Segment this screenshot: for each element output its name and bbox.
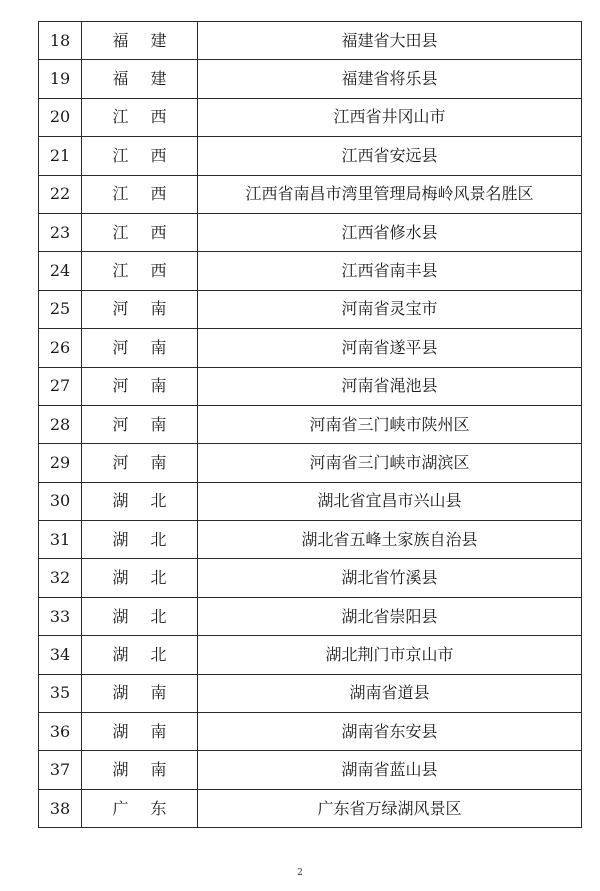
location-name-cell: 广东省万绿湖风景区: [198, 789, 582, 827]
location-name-cell: 湖北省宜昌市兴山县: [198, 482, 582, 520]
table-row: [39, 444, 582, 482]
location-name-cell: 湖南省东安县: [198, 713, 582, 751]
location-name-cell: 湖北省竹溪县: [198, 559, 582, 597]
row-number: 25: [39, 290, 82, 328]
row-number: 37: [39, 751, 82, 789]
row-number: 18: [39, 22, 82, 60]
row-number: 26: [39, 329, 82, 367]
location-name-cell: 河南省遂平县: [198, 329, 582, 367]
province-cell: 江西: [82, 98, 198, 136]
row-number: 38: [39, 789, 82, 827]
table-row: [39, 367, 582, 405]
table-row: [39, 290, 582, 328]
table-row: [39, 559, 582, 597]
table-row: [39, 137, 582, 175]
province-cell: 湖北: [82, 521, 198, 559]
location-name-cell: 福建省将乐县: [198, 60, 582, 98]
province-cell: 河南: [82, 444, 198, 482]
province-cell: 湖北: [82, 636, 198, 674]
row-number: 19: [39, 60, 82, 98]
row-number: 35: [39, 674, 82, 712]
province-cell: 江西: [82, 137, 198, 175]
province-cell: 湖南: [82, 674, 198, 712]
province-cell: 河南: [82, 405, 198, 443]
row-number: 21: [39, 137, 82, 175]
location-name-cell: 河南省渑池县: [198, 367, 582, 405]
table-row: [39, 405, 582, 443]
table-row: [39, 751, 582, 789]
page-number: 2: [297, 868, 303, 878]
province-cell: 福建: [82, 60, 198, 98]
table-row: [39, 521, 582, 559]
province-cell: 广东: [82, 789, 198, 827]
table-row: [39, 329, 582, 367]
table-row: [39, 482, 582, 520]
table-row: [39, 22, 582, 60]
location-name-cell: 湖北省五峰土家族自治县: [198, 521, 582, 559]
table-row: [39, 213, 582, 251]
table-row: [39, 789, 582, 827]
province-cell: 河南: [82, 290, 198, 328]
table-row: [39, 60, 582, 98]
row-number: 20: [39, 98, 82, 136]
location-name-cell: 江西省修水县: [198, 213, 582, 251]
table-body: [39, 22, 582, 828]
row-number: 30: [39, 482, 82, 520]
table-row: [39, 597, 582, 635]
location-name-cell: 福建省大田县: [198, 22, 582, 60]
province-cell: 湖南: [82, 751, 198, 789]
location-name-cell: 湖南省蓝山县: [198, 751, 582, 789]
location-name-cell: 湖北荆门市京山市: [198, 636, 582, 674]
row-number: 22: [39, 175, 82, 213]
row-number: 34: [39, 636, 82, 674]
province-cell: 江西: [82, 175, 198, 213]
province-cell: 湖北: [82, 559, 198, 597]
location-name-cell: 湖南省道县: [198, 674, 582, 712]
location-name-cell: 江西省南丰县: [198, 252, 582, 290]
province-cell: 湖北: [82, 482, 198, 520]
table-row: [39, 713, 582, 751]
location-name-cell: 江西省安远县: [198, 137, 582, 175]
location-name-cell: 江西省南昌市湾里管理局梅岭风景名胜区: [198, 175, 582, 213]
province-cell: 湖北: [82, 597, 198, 635]
province-cell: 江西: [82, 213, 198, 251]
row-number: 24: [39, 252, 82, 290]
row-number: 28: [39, 405, 82, 443]
province-cell: 江西: [82, 252, 198, 290]
location-name-cell: 河南省灵宝市: [198, 290, 582, 328]
province-cell: 福建: [82, 22, 198, 60]
province-cell: 河南: [82, 367, 198, 405]
table-row: [39, 636, 582, 674]
province-cell: 湖南: [82, 713, 198, 751]
province-cell: 河南: [82, 329, 198, 367]
location-name-cell: 江西省井冈山市: [198, 98, 582, 136]
location-name-cell: 湖北省崇阳县: [198, 597, 582, 635]
location-name-cell: 河南省三门峡市陕州区: [198, 405, 582, 443]
table-row: [39, 674, 582, 712]
row-number: 36: [39, 713, 82, 751]
table-row: [39, 175, 582, 213]
row-number: 27: [39, 367, 82, 405]
table-row: [39, 252, 582, 290]
location-name-cell: 河南省三门峡市湖滨区: [198, 444, 582, 482]
table-row: [39, 98, 582, 136]
row-number: 32: [39, 559, 82, 597]
row-number: 33: [39, 597, 82, 635]
row-number: 31: [39, 521, 82, 559]
row-number: 29: [39, 444, 82, 482]
county-list-table: [38, 21, 582, 828]
row-number: 23: [39, 213, 82, 251]
